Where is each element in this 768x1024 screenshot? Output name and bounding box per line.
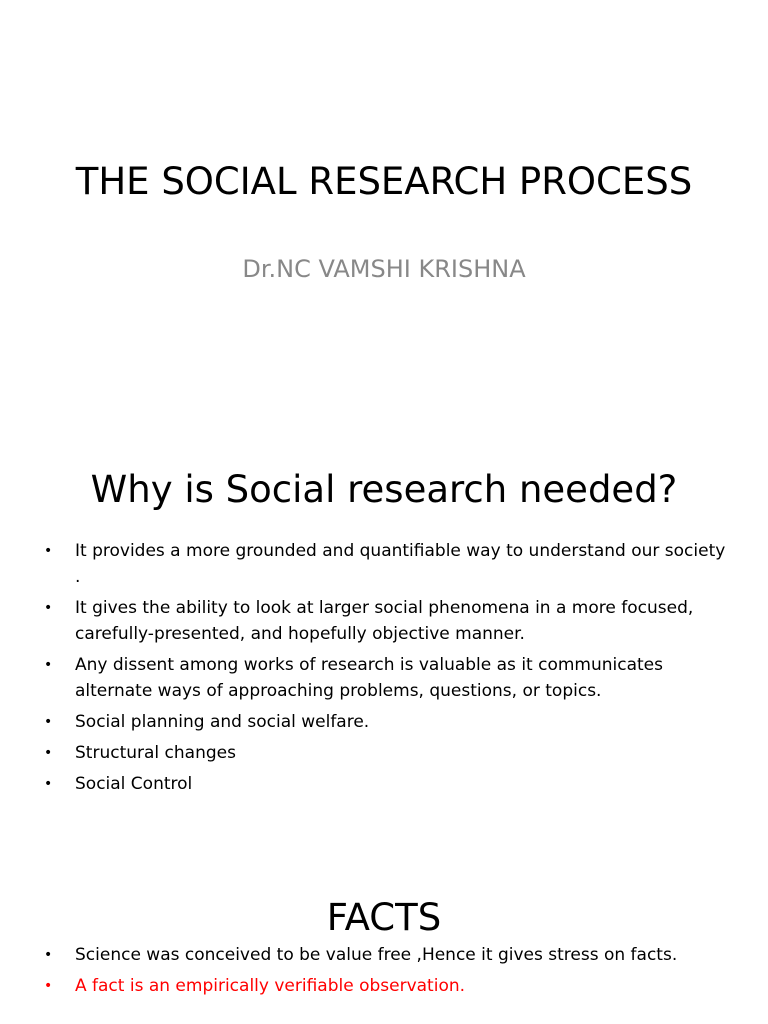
bullet-item [44,652,734,704]
bullet-text: It gives the ability to look at larger social phenomena in a more focused, carefully-presented, and hopefully objective manner. [75,598,694,644]
bullet-text: Any dissent among works of research is valuable as it communicates alternate ways of approaching problems, questions, or topics. [75,655,663,701]
bullet-dot-icon: • [44,600,53,616]
bullet-text: Social planning and social welfare. [75,712,370,732]
slide-title [0,0,768,440]
bullet-item [44,709,734,735]
bullet-text: Structural changes [75,743,236,763]
bullet-dot-icon: • [44,978,53,994]
bullet-item [44,595,734,647]
bullet-item [44,538,734,590]
bullet-item [44,740,734,766]
bullet-item [44,942,734,968]
slide-1-title: THE SOCIAL RESEARCH PROCESS [75,160,693,203]
slide-2-title: Why is Social research needed? [90,468,678,511]
slide-why-research [0,440,768,840]
bullet-text: Science was conceived to be value free ,Hence it gives stress on facts. [75,945,678,965]
bullet-text: Social Control [75,774,193,794]
slide-3-bullet-list [44,942,734,1004]
slide-2-bullet-list [44,538,734,802]
bullet-item-highlighted [44,973,734,999]
bullet-dot-icon: • [44,947,53,963]
slide-3-title: FACTS [326,896,442,939]
bullet-dot-icon: • [44,776,53,792]
bullet-text: It provides a more grounded and quantifiable way to understand our society . [75,541,726,587]
bullet-dot-icon: • [44,543,53,559]
slide-facts [0,840,768,1024]
bullet-item [44,771,734,797]
bullet-dot-icon: • [44,714,53,730]
bullet-dot-icon: • [44,745,53,761]
slide-1-subtitle: Dr.NC VAMSHI KRISHNA [242,255,526,283]
bullet-dot-icon: • [44,657,53,673]
bullet-text: A fact is an empirically verifiable observation. [75,976,466,996]
